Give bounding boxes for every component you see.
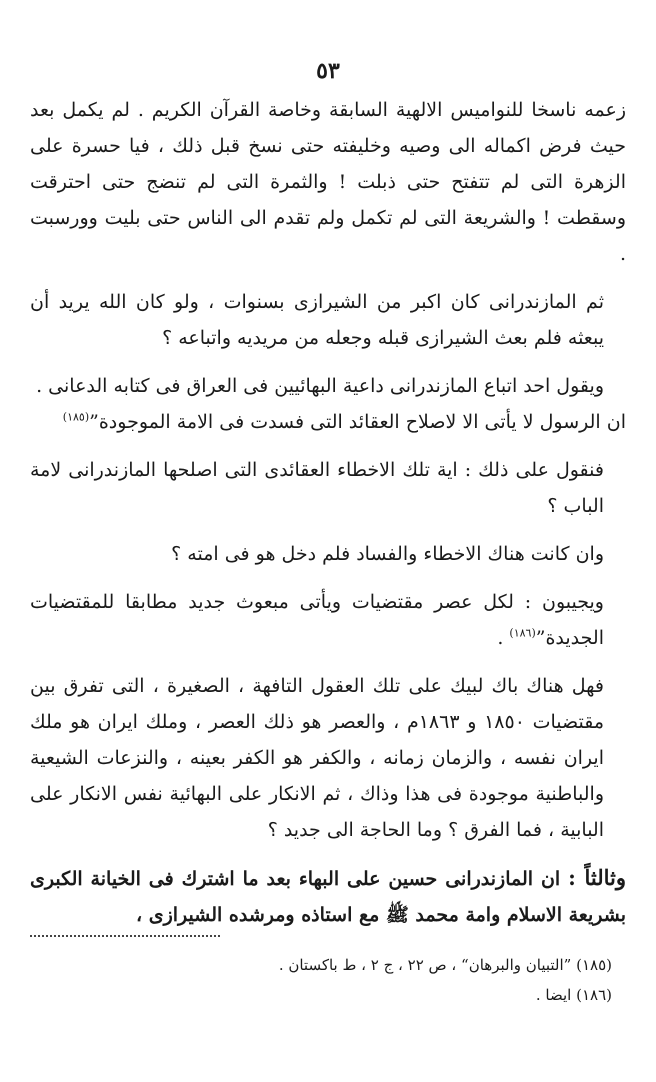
paragraph-text: ان المازندرانى حسين على البهاء بعد ما اشترك فى الخيانة الكبرى بشريعة الاسلام وامة محمد ﷺ مع استاذه ومرشده الشيرازى ،	[30, 868, 626, 926]
paragraph-text: ان الرسول لا يأتى الا لاصلاح العقائد التى فسدت فى الامة الموجودة”	[89, 411, 626, 433]
paragraph	[30, 668, 626, 848]
page-number: ٥٣	[316, 58, 340, 84]
paragraph	[30, 860, 626, 933]
paragraph-suffix: .	[497, 627, 510, 649]
paragraph-text: وان كانت هناك الاخطاء والفساد فلم دخل هو فى امته ؟	[171, 543, 604, 565]
paragraph-text: ثم المازندرانى كان اكبر من الشيرازى بسنوات ، ولو كان الله يريد أن يبعثه فلم بعث الشيرازى قبله وجعله من مريديه واتباعه ؟	[30, 291, 604, 349]
paragraph	[30, 536, 626, 572]
paragraph-text: فهل هناك باك لبيك على تلك العقول التافهة ، الصغيرة ، التى تفرق بين مقتضيات ١٨٥٠ و ١٨٦٣م ، والعصر هو ذلك العصر ، وملك ايران هو ملك ايران نفسه ، والزمان زمانه ، والكفر هو الكفر بعينه ، والنزعات الشيعية والباطنية موجودة فى هذا وذاك ، ثم الانكار على البهائية نفس الانكار على البابية ، فما الفرق ؟ وما الحاجة الى جديد ؟	[30, 675, 604, 841]
paragraph	[30, 284, 626, 356]
paragraph-text: زعمه ناسخا للنواميس الالهية السابقة وخاصة القرآن الكريم . لم يكمل بعد حيث فرض اكماله الى وصيه وخليفته حتى نسخ قبل ذلك ، فيا حسرة على الزهرة التى لم تتفتح حتى ذبلت ! والثمرة التى لم تنضج حتى احترقت وسقطت ! والشريعة التى لم تكمل ولم تقدم الى الناس حتى بليت وورسبت .	[30, 99, 626, 265]
paragraph	[30, 368, 626, 404]
paragraph-text: ويقول احد اتباع المازندرانى داعية البهائيين فى العراق فى كتابه الدعانى .	[36, 375, 604, 397]
quote-line	[30, 404, 626, 440]
paragraph-text: فنقول على ذلك : اية تلك الاخطاء العقائدى التى اصلحها المازندرانى لامة الباب ؟	[30, 459, 604, 517]
paragraph	[30, 452, 626, 524]
paragraph	[30, 584, 626, 656]
footnote-ref: (١٨٥)	[62, 410, 90, 424]
footnote: (١٨٥) ”التبيان والبرهان“ ، ص ٢٢ ، ج ٢ ، ط باكستان .	[278, 956, 612, 974]
footnote: (١٨٦) ايضا .	[535, 986, 612, 1004]
footnotes	[30, 950, 626, 1010]
footnote-ref: (١٨٦)	[509, 626, 536, 640]
paragraph-text: ويجيبون : لكل عصر مقتضيات ويأتى مبعوث جديد مطابقا للمقتضيات الجديدة”	[30, 591, 604, 649]
footnote-divider	[30, 935, 220, 937]
paragraph-lead: وثالثاً :	[568, 865, 626, 890]
paragraph	[30, 92, 626, 272]
body-text	[30, 92, 626, 933]
